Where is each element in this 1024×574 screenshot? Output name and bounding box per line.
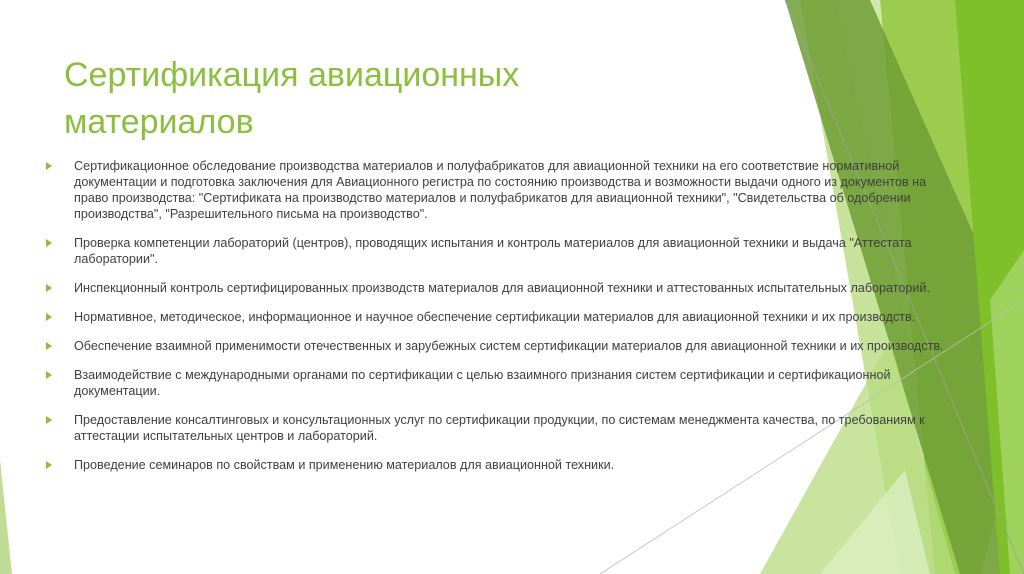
bullet-text: Инспекционный контроль сертифицированных производств материалов для авиационной техники и аттестованных испытательных лабораторий.: [74, 281, 930, 295]
triangle-bullet-icon: [46, 461, 52, 469]
bullet-item: [46, 158, 958, 222]
triangle-bullet-icon: [46, 239, 52, 247]
triangle-bullet-icon: [46, 284, 52, 292]
bullet-list: [46, 158, 958, 486]
bullet-item: [46, 280, 958, 296]
bullet-text: Взаимодействие с международными органами по сертификации с целью взаимного признания систем сертификации и сертификационной документации.: [74, 368, 891, 398]
bullet-text: Нормативное, методическое, информационное и научное обеспечение сертификации материалов для авиационной техники и их производств.: [74, 310, 916, 324]
slide-title: Сертификация авиационных материалов: [64, 56, 520, 141]
bullet-item: [46, 457, 958, 473]
bullet-item: [46, 412, 958, 444]
bullet-item: [46, 235, 958, 267]
bullet-text: Проведение семинаров по свойствам и применению материалов для авиационной техники.: [74, 458, 615, 472]
left-green-sliver: [0, 460, 12, 574]
bullet-item: [46, 338, 958, 354]
bullet-text: Проверка компетенции лабораторий (центров), проводящих испытания и контроль материалов для авиационной техники и выдача "Аттестата лаборатории".: [74, 236, 912, 266]
triangle-bullet-icon: [46, 416, 52, 424]
bullet-text: Обеспечение взаимной применимости отечественных и зарубежных систем сертификации материалов для авиационной техники и их производств.: [74, 339, 944, 353]
triangle-bullet-icon: [46, 371, 52, 379]
triangle-bullet-icon: [46, 313, 52, 321]
bullet-text: Предоставление консалтинговых и консультационных услуг по сертификации продукции, по системам менеджмента качества, по требованиям к аттестации испытательных центров и лабораторий.: [74, 413, 925, 443]
triangle-bullet-icon: [46, 342, 52, 350]
bullet-item: [46, 367, 958, 399]
bullet-item: [46, 309, 958, 325]
bullet-text: Сертификационное обследование производства материалов и полуфабрикатов для авиационной техники на его соответствие нормативной документации и подготовка заключения для Авиационного регистра по состоянию производства и возможности выдачи одного из документов на право производства: "Сертификата на производство материалов и полуфабрикатов для авиационной техники", "Свидетельства об одобрении производства", "Разрешительного письма на производство".: [74, 159, 927, 221]
triangle-bullet-icon: [46, 162, 52, 170]
